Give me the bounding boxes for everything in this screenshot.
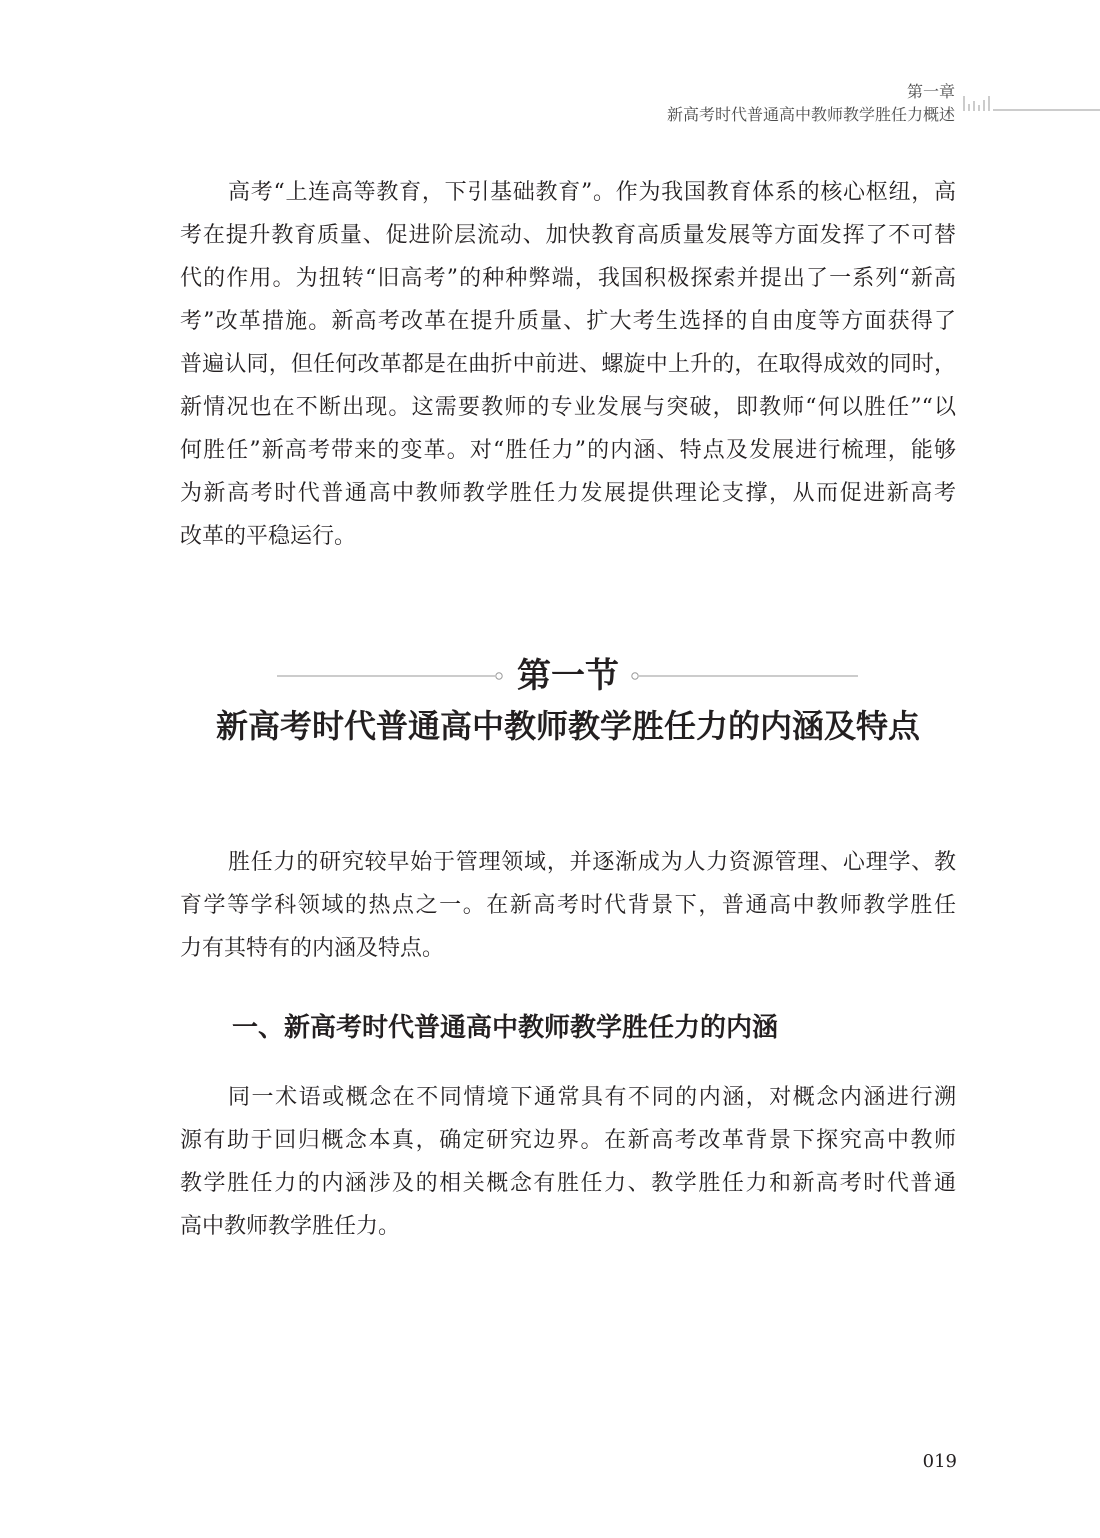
paragraph-line: 考在提升教育质量、促进阶层流动、加快教育高质量发展等方面发挥了不可替 [180,223,956,248]
paragraph-line: 源有助于回归概念本真，确定研究边界。在新高考改革背景下探究高中教师 [180,1128,956,1153]
paragraph-line: 胜任力的研究较早始于管理领域，并逐渐成为人力资源管理、心理学、教 [228,850,956,875]
paragraph-line: 何胜任”新高考带来的变革。对“胜任力”的内涵、特点及发展进行梳理，能够 [180,438,956,463]
paragraph-line: 为新高考时代普通高中教师教学胜任力发展提供理论支撑，从而促进新高考 [180,481,956,506]
running-header-chapter: 第一章 [906,82,955,101]
paragraph-line: 新情况也在不断出现。这需要教师的专业发展与突破，即教师“何以胜任”“以 [180,395,956,420]
running-header-title: 新高考时代普通高中教师教学胜任力概述 [666,105,955,124]
subsection-title: 一、新高考时代普通高中教师教学胜任力的内涵 [232,1013,779,1043]
paragraph-line: 高考“上连高等教育，下引基础教育”。作为我国教育体系的核心枢纽，高 [228,180,956,205]
bar-lines-ornament-icon [958,84,1100,114]
section-number: 第一节 [517,656,619,696]
paragraph-line: 高中教师教学胜任力。 [180,1214,401,1239]
paragraph-line: 同一术语或概念在不同情境下通常具有不同的内涵，对概念内涵进行溯 [228,1085,956,1110]
paragraph-line: 育学等学科领域的热点之一。在新高考时代背景下，普通高中教师教学胜任 [180,893,956,918]
paragraph-line: 普遍认同，但任何改革都是在曲折中前进、螺旋中上升的，在取得成效的同时， [180,352,956,377]
page-number: 019 [922,1451,957,1472]
section-title: 新高考时代普通高中教师教学胜任力的内涵及特点 [215,707,920,745]
paragraph-line: 教学胜任力的内涵涉及的相关概念有胜任力、教学胜任力和新高考时代普通 [180,1171,956,1196]
paragraph-line: 考”改革措施。新高考改革在提升质量、扩大考生选择的自由度等方面获得了 [180,309,956,334]
section-intro-paragraph [180,841,956,970]
intro-paragraph [180,171,956,558]
paragraph-line: 代的作用。为扭转“旧高考”的种种弊端，我国积极探索并提出了一系列“新高 [180,266,956,291]
paragraph-line: 力有其特有的内涵及特点。 [180,936,445,961]
subsection-paragraph [180,1076,956,1248]
paragraph-line: 改革的平稳运行。 [180,524,357,549]
